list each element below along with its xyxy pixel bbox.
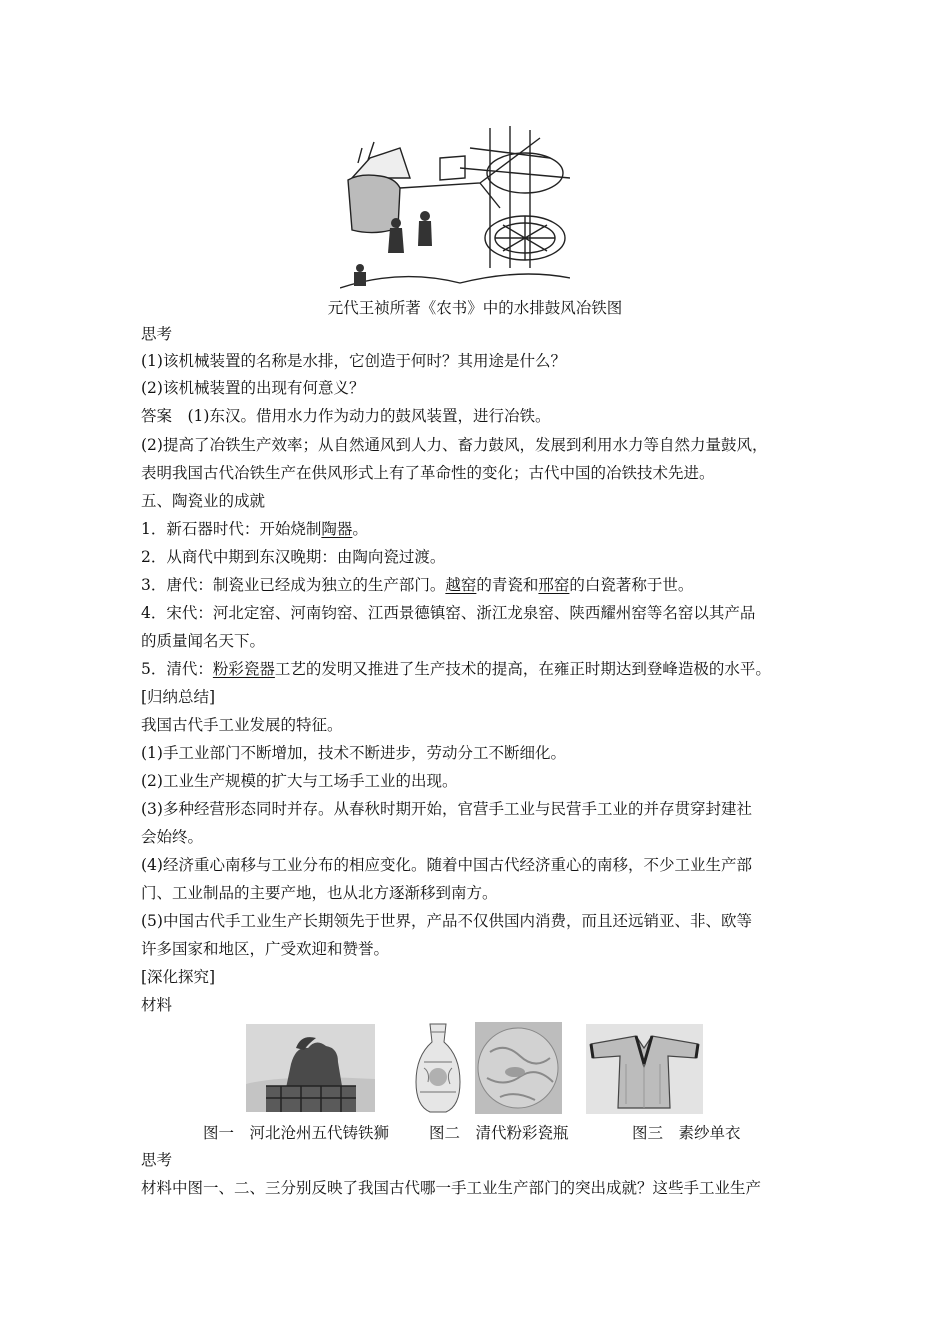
answer-2-line-2: 表明我国古代冶铁生产在供风形式上有了革命性的变化；古代中国的冶铁技术先进。	[141, 464, 715, 482]
section-5-item-2: 2．从商代中期到东汉晚期：由陶向瓷过渡。	[141, 548, 446, 566]
section-5-item-3: 3．唐代：制瓷业已经成为独立的生产部门。越窑的青瓷和邢窑的白瓷著称于世。	[141, 576, 694, 594]
figure-main-caption: 元代王祯所著《农书》中的水排鼓风冶铁图	[327, 299, 623, 317]
summary-point-3-line-1: (3)多种经营形态同时并存。从春秋时期开始，官营手工业与民营手工业的并存贯穿封建社	[141, 800, 752, 818]
final-question: 材料中图一、二、三分别反映了我国古代哪一手工业生产部门的突出成就？这些手工业生产	[141, 1179, 762, 1197]
think-heading: 思考	[141, 325, 173, 343]
think-heading-2: 思考	[141, 1151, 173, 1169]
question-2: (2)该机械装置的出现有何意义？	[141, 379, 365, 397]
section-5-title: 五、陶瓷业的成就	[141, 492, 266, 510]
explore-heading: [深化探究]	[141, 968, 216, 986]
summary-point-2: (2)工业生产规模的扩大与工场手工业的出现。	[141, 772, 458, 790]
summary-point-4-line-1: (4)经济重心南移与工业分布的相应变化。随着中国古代经济重心的南移，不少工业生产部	[141, 856, 752, 874]
vase-photo	[410, 1022, 466, 1114]
section-5-item-4-line-1: 4．宋代：河北定窑、河南钧窑、江西景德镇窑、浙江龙泉窑、陕西耀州窑等名窑以其产品	[141, 604, 756, 622]
summary-heading: [归纳总结]	[141, 688, 216, 706]
answer-2-line-1: (2)提高了冶铁生产效率；从自然通风到人力、畜力鼓风，发展到利用水力等自然力量鼓风，	[141, 436, 768, 454]
summary-point-4-line-2: 门、工业制品的主要产地，也从北方逐渐移到南方。	[141, 884, 498, 902]
summary-point-5-line-2: 许多国家和地区，广受欢迎和赞誉。	[141, 940, 390, 958]
summary-point-1: (1)手工业部门不断增加，技术不断进步，劳动分工不断细化。	[141, 744, 566, 762]
porcelain-detail-photo	[475, 1022, 562, 1114]
answer-1: 答案 (1)东汉。借用水力作为动力的鼓风装置，进行冶铁。	[141, 407, 551, 425]
summary-intro: 我国古代手工业发展的特征。	[141, 716, 343, 734]
section-5-item-5: 5．清代：粉彩瓷器工艺的发明又推进了生产技术的提高，在雍正时期达到登峰造极的水平。	[141, 660, 771, 678]
figure-3-caption: 图三 素纱单衣	[632, 1124, 741, 1142]
iron-lion-photo	[246, 1024, 375, 1112]
material-label: 材料	[141, 996, 173, 1014]
summary-point-5-line-1: (5)中国古代手工业生产长期领先于世界，产品不仅供国内消费，而且还远销亚、非、欧等	[141, 912, 752, 930]
figure-1-caption: 图一 河北沧州五代铸铁狮	[203, 1124, 390, 1142]
section-5-item-1: 1．新石器时代：开始烧制陶器。	[141, 520, 368, 538]
water-bellows-illustration	[340, 118, 570, 296]
section-5-item-4-line-2: 的质量闻名天下。	[141, 632, 266, 650]
figure-2-caption: 图二 清代粉彩瓷瓶	[429, 1124, 569, 1142]
silk-robe-photo	[586, 1024, 703, 1114]
question-1: (1)该机械装置的名称是水排，它创造于何时？其用途是什么？	[141, 352, 566, 370]
summary-point-3-line-2: 会始终。	[141, 828, 204, 846]
